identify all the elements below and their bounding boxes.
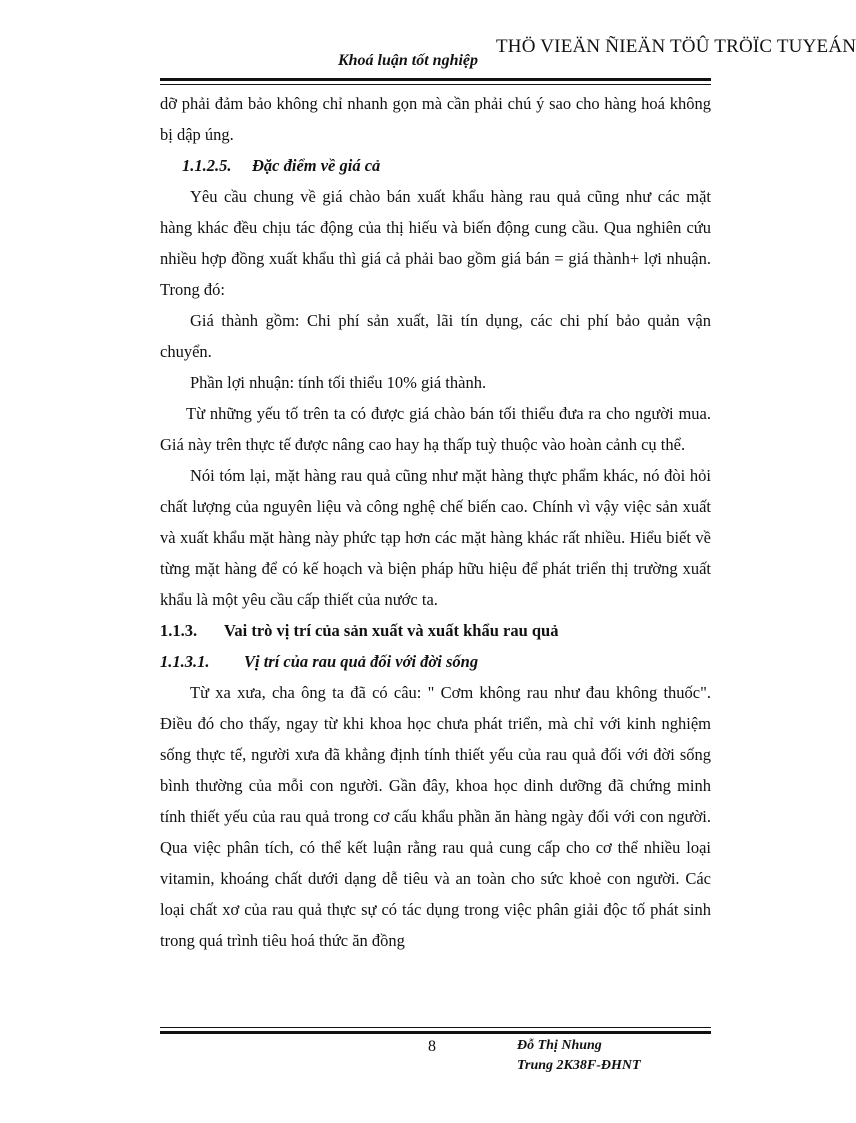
header-rule-thick bbox=[160, 78, 711, 81]
heading-number: 1.1.3.1. bbox=[160, 652, 210, 671]
paragraph-summary: Nói tóm lại, mặt hàng rau quả cũng như mặt hàng thực phẩm khác, nó đòi hỏi chất lượng của nguyên liệu và công nghệ chế biến cao. Chính vì vậy việc sản xuất và xuất khẩu mặt hàng này phức tạp hơn các mặt hàng khác rất nhiều. Hiểu biết về từng mặt hàng để có kế hoạch và biện pháp hữu hiệu để phát triển thị trường xuất khẩu là một yêu cầu cấp thiết của nước ta. bbox=[160, 466, 711, 609]
heading-price-features bbox=[160, 150, 711, 181]
footer-rule-thin bbox=[160, 1027, 711, 1028]
paragraph-price-requirements: Yêu cầu chung về giá chào bán xuất khẩu hàng rau quả cũng như các mặt hàng khác đều chịu tác động của thị hiếu và biến động cung cầu. Qua nghiên cứu nhiều hợp đồng xuất khẩu thì giá cả phải bao gồm giá bán = giá thành+ lợi nhuận. Trong đó: bbox=[160, 187, 711, 299]
watermark-text: THÖ VIEÄN ÑIEÄN TÖÛ TRÖÏC TUYEÁN bbox=[496, 36, 856, 57]
author-info bbox=[517, 1036, 641, 1076]
paragraph-minimum-price: Từ những yếu tố trên ta có được giá chào bán tối thiểu đưa ra cho người mua. Giá này trên thực tế được nâng cao hay hạ thấp tuỳ thuộc vào hoàn cảnh cụ thể. bbox=[160, 404, 711, 454]
paragraph-importance: Từ xa xưa, cha ông ta đã có câu: " Cơm không rau như đau không thuốc". Điều đó cho thấy, ngay từ khi khoa học chưa phát triển, mà chỉ với kinh nghiệm sống thực tế, người xưa đã khẳng định tính thiết yếu của rau quả đối với đời sống bình thường của mỗi con người. Gần đây, khoa học dinh dưỡng đã chứng minh tính thiết yếu của rau quả trong cơ cấu khẩu phần ăn hàng ngày đối với con người. Qua việc phân tích, có thể kết luận rằng rau quả cung cấp cho cơ thể nhiều loại vitamin, khoáng chất dưới dạng dễ tiêu và an toàn cho sức khoẻ con người. Các loại chất xơ của rau quả thực sự có tác dụng trong việc phân giải độc tố phát sinh trong quá trình tiêu hoá thức ăn đồng bbox=[160, 683, 711, 950]
paragraph-profit-share: Phần lợi nhuận: tính tối thiểu 10% giá thành. bbox=[190, 373, 487, 392]
header-title: Khoá luận tốt nghiệp bbox=[337, 52, 479, 69]
footer-rule-thick bbox=[160, 1031, 711, 1034]
paragraph-cost-components: Giá thành gồm: Chi phí sản xuất, lãi tín dụng, các chi phí bảo quản vận chuyển. bbox=[160, 311, 711, 361]
page-number: 8 bbox=[428, 1038, 436, 1055]
header-rule-thin bbox=[160, 84, 711, 85]
page-body bbox=[160, 88, 711, 956]
heading-position-in-life bbox=[160, 646, 711, 677]
heading-number: 1.1.2.5. bbox=[182, 156, 232, 175]
heading-text: Vai trò vị trí của sản xuất và xuất khẩu rau quả bbox=[224, 621, 559, 640]
heading-text: Vị trí của rau quả đối với đời sống bbox=[244, 652, 479, 671]
heading-number: 1.1.3. bbox=[160, 621, 198, 640]
author-name: Đỗ Thị Nhung bbox=[517, 1038, 602, 1053]
heading-text: Đặc điểm về giá cả bbox=[252, 156, 381, 175]
paragraph-continuation: dỡ phải đảm bảo không chỉ nhanh gọn mà cần phải chú ý sao cho hàng hoá không bị dập úng. bbox=[160, 94, 711, 144]
author-class: Trung 2K38F-ĐHNT bbox=[517, 1058, 641, 1073]
heading-role-position bbox=[160, 615, 711, 646]
